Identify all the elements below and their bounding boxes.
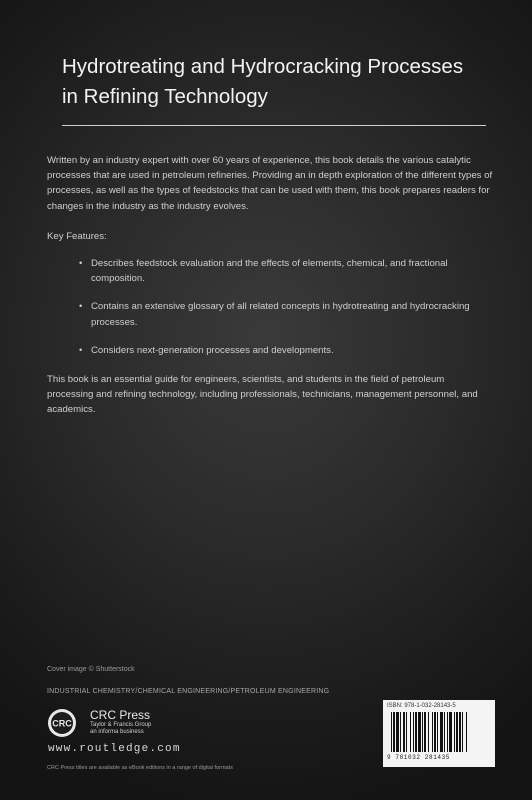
subject-categories: INDUSTRIAL CHEMISTRY/CHEMICAL ENGINEERING/PETROLEUM ENGINEERING xyxy=(47,688,330,695)
crc-press-logo-icon xyxy=(47,708,77,738)
bullet-icon: • xyxy=(79,258,83,270)
book-title-line1: Hydrotreating and Hydrocracking Processes xyxy=(62,55,464,78)
barcode-bar xyxy=(391,712,392,752)
barcode-bar xyxy=(406,712,407,752)
barcode-number: 9 781032 281435 xyxy=(387,754,451,761)
barcode-bar xyxy=(456,712,458,752)
key-features-label: Key Features: xyxy=(47,230,107,242)
feature-item xyxy=(79,343,493,358)
barcode-bar xyxy=(449,712,452,752)
logo-text: CRC xyxy=(52,718,72,729)
barcode-icon xyxy=(391,712,487,752)
barcode-bar xyxy=(396,712,399,752)
publisher-parent: an informa business xyxy=(90,729,144,735)
ebook-footnote: CRC Press titles are available as eBook editions in a range of digital formats xyxy=(47,765,233,771)
barcode-bar xyxy=(418,712,421,752)
barcode-bar xyxy=(432,712,433,752)
barcode-bar xyxy=(424,712,426,752)
bullet-icon: • xyxy=(79,344,83,356)
barcode-bar xyxy=(454,712,455,752)
intro-paragraph: Written by an industry expert with over 60 years of experience, this book details the various catalytic processes that are used in petroleum refineries. Providing an in depth exploration of the different types of processes, as well as the types of feedstocks that can be used with them, this book prepares readers for changes in the industry as the industry evolves. xyxy=(47,155,493,212)
title-divider xyxy=(62,125,486,126)
barcode-bar xyxy=(403,712,405,752)
barcode-bar xyxy=(393,712,395,752)
publisher-group: Taylor & Francis Group xyxy=(90,722,152,728)
publisher-website: www.routledge.com xyxy=(48,743,181,755)
barcode-bar xyxy=(440,712,443,752)
feature-item xyxy=(79,299,493,329)
isbn-label: ISBN: 978-1-032-28143-5 xyxy=(387,703,456,709)
barcode-bar xyxy=(466,712,467,752)
feature-text: Considers next-generation processes and developments. xyxy=(91,344,334,356)
book-title-line2: in Refining Technology xyxy=(62,85,268,108)
barcode-bar xyxy=(413,712,414,752)
barcode-bar xyxy=(434,712,436,752)
barcode-bar xyxy=(459,712,461,752)
barcode-bar xyxy=(428,712,429,752)
barcode-bar xyxy=(437,712,438,752)
bullet-icon: • xyxy=(79,301,83,313)
feature-text: Contains an extensive glossary of all related concepts in hydrotreating and hydrocracking processes. xyxy=(91,301,470,328)
barcode-bar xyxy=(415,712,417,752)
closing-paragraph: This book is an essential guide for engineers, scientists, and students in the field of petroleum processing and refining technology, including professionals, technicians, management personnel, and academics. xyxy=(47,374,478,416)
publisher-info xyxy=(90,709,151,736)
barcode-bar xyxy=(410,712,411,752)
features-list xyxy=(47,256,493,358)
cover-image-credit: Cover image © Shutterstock xyxy=(47,666,135,673)
book-title xyxy=(62,52,492,112)
barcode-bar xyxy=(400,712,401,752)
barcode-bar xyxy=(447,712,448,752)
barcode-bar xyxy=(444,712,445,752)
feature-item xyxy=(79,256,493,286)
barcode-bar xyxy=(462,712,463,752)
feature-text: Describes feedstock evaluation and the effects of elements, chemical, and fractional composition. xyxy=(91,258,448,285)
isbn-barcode-block xyxy=(383,700,495,767)
barcode-bar xyxy=(422,712,423,752)
blurb xyxy=(47,153,493,418)
publisher-name: CRC Press xyxy=(90,708,151,722)
